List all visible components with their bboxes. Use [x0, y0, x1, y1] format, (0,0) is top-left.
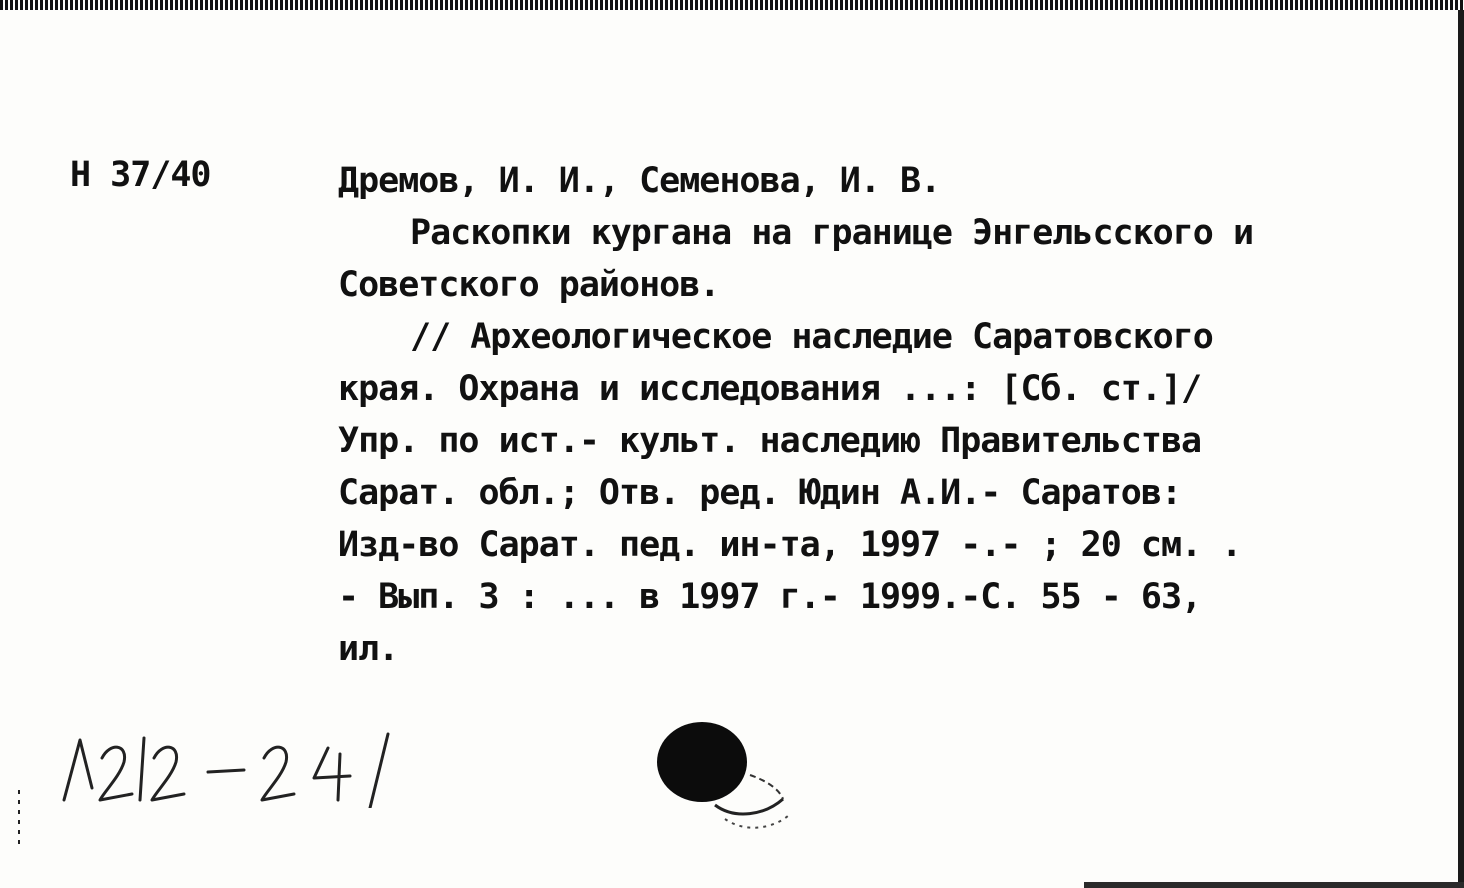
library-stamp [655, 715, 800, 835]
card-right-edge [1458, 10, 1464, 888]
entry-lines [338, 207, 1438, 675]
entry-line: - Вып. 3 : ... в 1997 г.- 1999.-С. 55 - 63, [338, 577, 1202, 617]
entry-line: Раскопки кургана на границе Энгельсского и [410, 213, 1254, 253]
card-bottom-edge [1084, 882, 1464, 888]
entry-line: Изд-во Сарат. пед. ин-та, 1997 -.- ; 20 см. . [338, 525, 1242, 565]
entry-line: Советского районов. [338, 265, 720, 305]
card-top-edge [0, 0, 1464, 10]
entry-line: края. Охрана и исследования ...: [Сб. ст.]/ [338, 369, 1202, 409]
entry-line: Упр. по ист.- культ. наследию Правительства [338, 421, 1202, 461]
entry-line: // Археологическое наследие Саратовского [410, 317, 1213, 357]
entry-line: Сарат. обл.; Отв. ред. Юдин А.И.- Саратов: [338, 473, 1182, 513]
call-number: Н 37/40 [70, 155, 211, 195]
bibliographic-entry [338, 155, 1438, 675]
handwritten-number [58, 728, 428, 808]
entry-line: ил. [338, 629, 399, 669]
authors-line: Дремов, И. И., Семенова, И. В. [338, 161, 941, 201]
card-left-mark [18, 790, 20, 850]
